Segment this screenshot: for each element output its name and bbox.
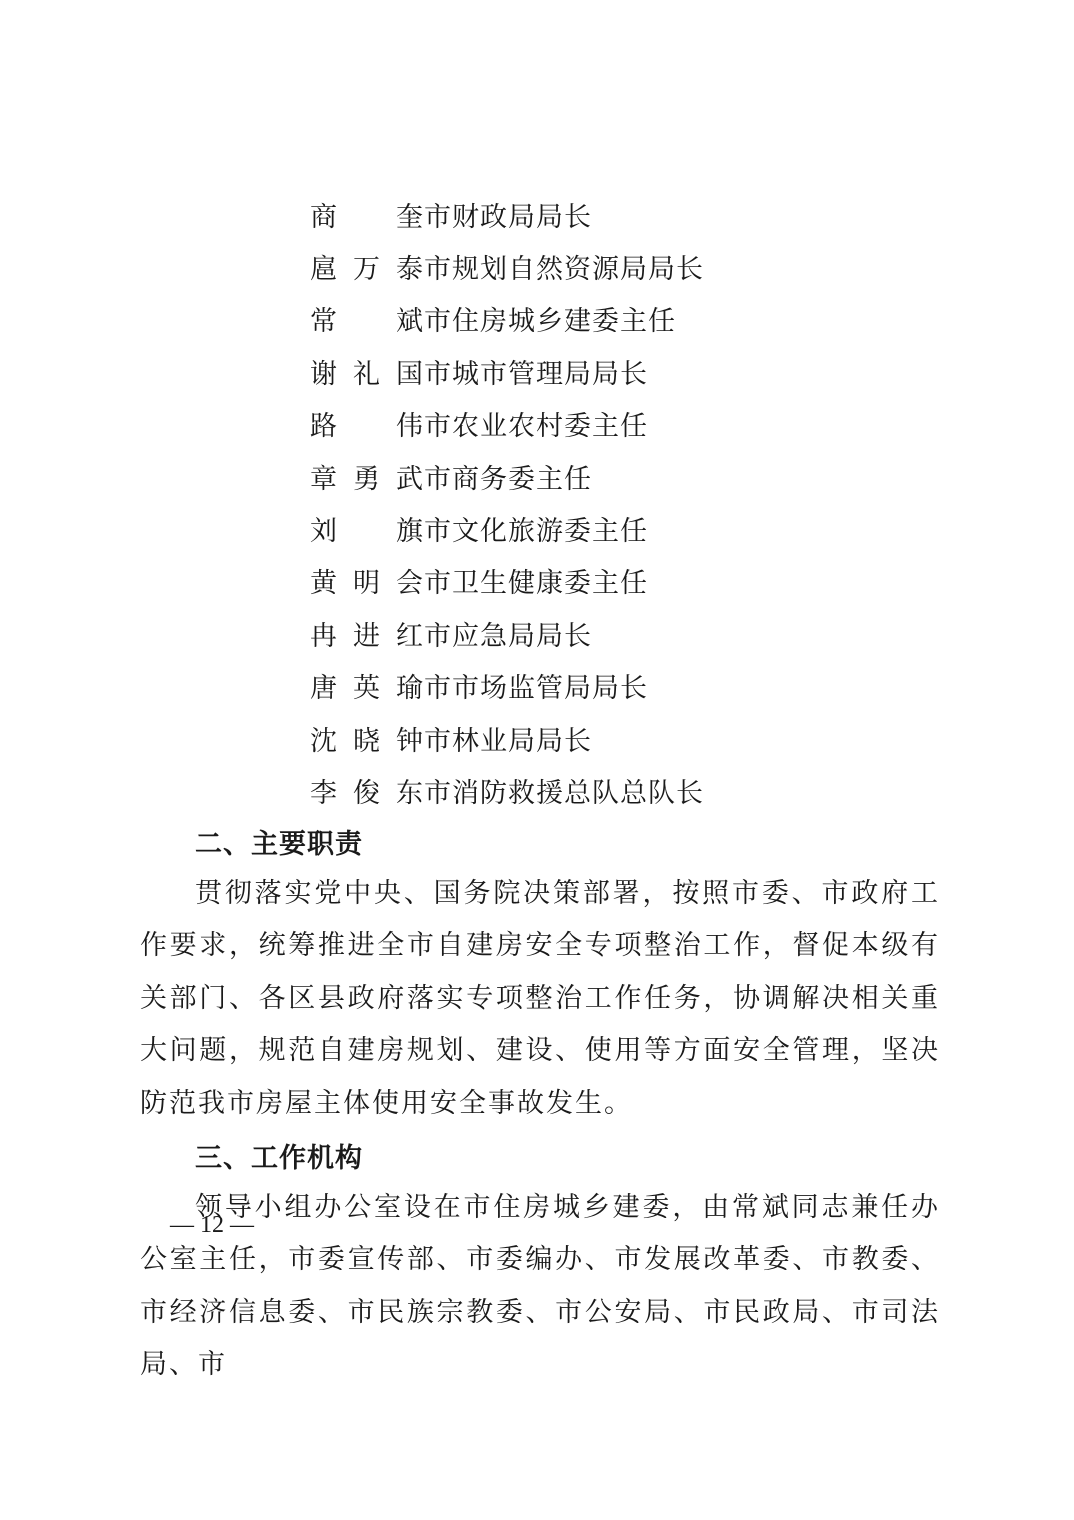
member-row	[310, 450, 704, 502]
duties-paragraph: 贯彻落实党中央、国务院决策部署，按照市委、市政府工作要求，统筹推进全市自建房安全专项整治工作，督促本级有关部门、各区县政府落实专项整治工作任务，协调解决相关重大问题，规范自建房规划、建设、使用等方面安全管理，坚决防范我市房屋主体使用安全事故发生。	[140, 878, 940, 1119]
member-name: 沈 晓 钟	[310, 725, 424, 757]
member-row	[310, 345, 704, 397]
member-row	[310, 712, 704, 764]
section-heading-duties: 二、主要职责	[195, 829, 363, 860]
member-row	[310, 607, 704, 659]
member-title: 市市场监管局局长	[424, 673, 648, 705]
member-title: 市住房城乡建委主任	[424, 306, 676, 338]
member-row	[310, 240, 704, 292]
member-title: 市林业局局长	[424, 725, 592, 757]
member-row	[310, 188, 704, 240]
member-row	[310, 398, 704, 450]
member-row	[310, 660, 704, 712]
member-title: 市消防救援总队总队长	[424, 777, 704, 809]
member-title: 市文化旅游委主任	[424, 516, 648, 548]
member-list	[310, 188, 704, 817]
member-title: 市商务委主任	[424, 463, 592, 495]
member-title: 市城市管理局局长	[424, 358, 648, 390]
section-heading-office: 三、工作机构	[195, 1143, 363, 1174]
member-name: 路 伟	[310, 411, 424, 443]
member-name: 刘 旗	[310, 516, 424, 548]
member-name: 唐 英 瑜	[310, 673, 424, 705]
member-title: 市财政局局长	[424, 201, 592, 233]
member-name: 谢 礼 国	[310, 358, 424, 390]
member-title: 市农业农村委主任	[424, 411, 648, 443]
member-name: 商 奎	[310, 201, 424, 233]
member-title: 市卫生健康委主任	[424, 568, 648, 600]
office-paragraph: 领导小组办公室设在市住房城乡建委，由常斌同志兼任办公室主任，市委宣传部、市委编办、市发展改革委、市教委、市经济信息委、市民族宗教委、市公安局、市民政局、市司法局、市	[140, 1192, 940, 1381]
page-number: — 12 —	[170, 1212, 254, 1238]
member-name: 冉 进 红	[310, 620, 424, 652]
member-name: 扈 万 泰	[310, 254, 424, 286]
member-row	[310, 555, 704, 607]
member-name: 李 俊 东	[310, 777, 424, 809]
member-title: 市规划自然资源局局长	[424, 254, 704, 286]
member-name: 黄 明 会	[310, 568, 424, 600]
member-row	[310, 293, 704, 345]
member-row	[310, 764, 704, 816]
member-name: 章 勇 武	[310, 463, 424, 495]
member-name: 常 斌	[310, 306, 424, 338]
member-title: 市应急局局长	[424, 620, 592, 652]
member-row	[310, 502, 704, 554]
